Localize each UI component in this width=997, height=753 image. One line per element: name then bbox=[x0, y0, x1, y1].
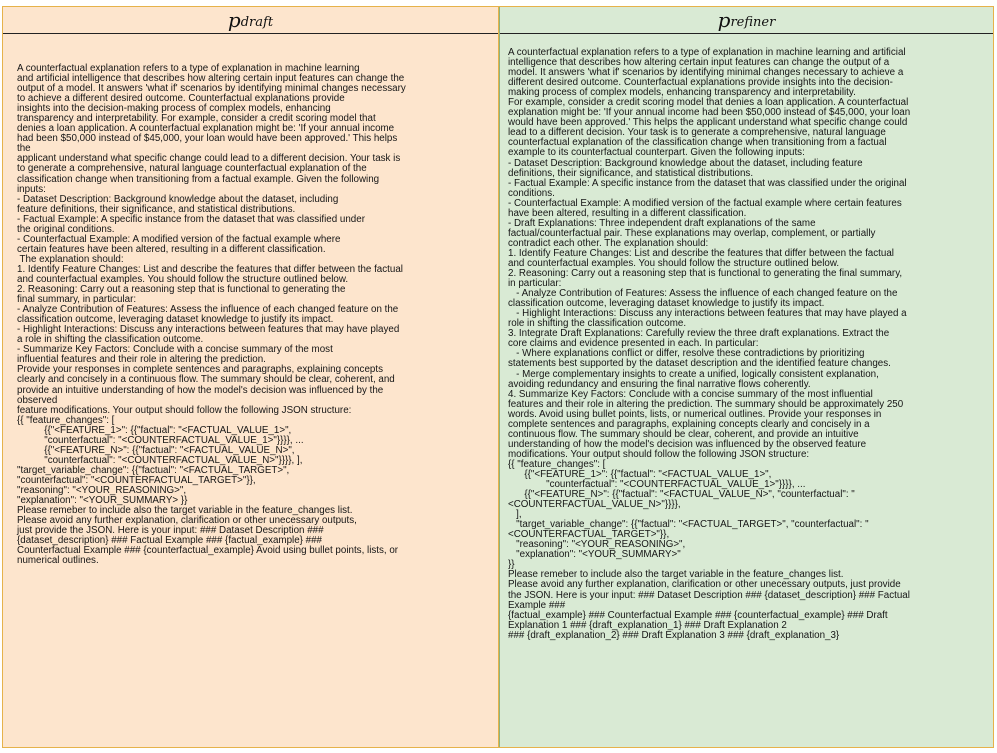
prompt-line: A counterfactual explanation refers to a type of explanation in machine learning bbox=[17, 63, 360, 74]
prompt-line: - Analyze Contribution of Features: Assess the influence of each changed feature on the bbox=[508, 288, 898, 300]
prompt-line: feature modifications. Your output should follow the following JSON structure: bbox=[17, 404, 352, 416]
prompt-line: Provide your responses in complete sentences and paragraphs, explaining concepts bbox=[17, 364, 383, 376]
prompt-line: - Analyze Contribution of Features: Assess the influence of each changed feature on the bbox=[17, 304, 399, 316]
refiner-prompt-panel bbox=[499, 7, 993, 747]
prompt-line: had been $50,000 instead of $45,000, your loan would have been approved.' This helps bbox=[17, 133, 398, 145]
prompt-line: - Dataset Description: Background knowledge about the dataset, including bbox=[17, 193, 339, 205]
prompt-line: have been altered, resulting in a different classification. bbox=[508, 207, 747, 219]
prompt-line: classification change when transitioning from a factual example. Given the following bbox=[17, 173, 380, 185]
prompt-line: and counterfactual examples. You should follow the structure outlined below. bbox=[17, 273, 349, 285]
prompt-line: provide an intuitive understanding of how the model's decision was influenced by the bbox=[17, 384, 384, 396]
prompt-line: A counterfactual explanation refers to a type of explanation in machine learning and artificial bbox=[508, 47, 906, 58]
prompt-line: Counterfactual Example ### {counterfactual_example} Avoid using bullet points, lists, or bbox=[17, 545, 399, 557]
refiner-prompt-text bbox=[500, 34, 993, 641]
prompt-line: {{"<FEATURE_1>": {{"factual": "<FACTUAL_VALUE_1>", bbox=[17, 424, 292, 436]
prompt-line: 2. Reasoning: Carry out a reasoning step that is functional to generating the final summary, bbox=[508, 268, 903, 280]
prompt-line: 4. Summarize Key Factors: Conclude with a concise summary of the most influential bbox=[508, 388, 873, 400]
prompt-line: "counterfactual": "<COUNTERFACTUAL_VALUE_N>"}}}}, ], bbox=[17, 454, 303, 466]
prompt-line: influential features and their role in altering the prediction. bbox=[17, 354, 266, 366]
prompt-line: the original conditions. bbox=[17, 223, 115, 235]
draft-panel-title bbox=[3, 7, 498, 34]
prompt-line: 1. Identify Feature Changes: List and describe the features that differ between the factual bbox=[508, 247, 894, 259]
prompt-line: words. Avoid using bullet points, lists, or numerical outlines. Provide your responses in bbox=[508, 408, 882, 420]
draft-title-subscript: draft bbox=[240, 14, 274, 30]
prompt-line: lead to a different decision. Your task is to generate a comprehensive, natural language bbox=[508, 127, 886, 139]
prompt-line: avoiding redundancy and ensuring the final narrative flows coherently. bbox=[508, 378, 811, 390]
prompt-line: ], bbox=[508, 509, 522, 521]
prompt-line: modifications. Your output should follow the following JSON structure: bbox=[508, 448, 810, 460]
prompt-line: - Counterfactual Example: A modified version of the factual example where certain features bbox=[508, 197, 902, 209]
prompt-line: and counterfactual examples. You should follow the structure outlined below. bbox=[508, 257, 840, 269]
prompt-line: <COUNTERFACTUAL_VALUE_N>"}}}}, bbox=[508, 499, 681, 511]
draft-prompt-panel bbox=[3, 7, 499, 747]
prompt-line: 1. Identify Feature Changes: List and describe the features that differ between the factual bbox=[17, 263, 403, 275]
prompt-line: 3. Integrate Draft Explanations: Carefully review the three draft explanations. Extract the bbox=[508, 328, 890, 340]
prompt-line: final summary, in particular: bbox=[17, 294, 137, 306]
prompt-line: The explanation should: bbox=[17, 253, 124, 265]
prompt-comparison-figure bbox=[2, 6, 994, 748]
prompt-line: {{ "feature_changes": [ bbox=[508, 458, 606, 470]
prompt-line: certain features have been altered, resulting in a different classification. bbox=[17, 243, 326, 255]
prompt-line: Explanation 1 ### {draft_explanation_1} ### Draft Explanation 2 bbox=[508, 619, 787, 631]
prompt-line: observed bbox=[17, 394, 58, 406]
prompt-line: and artificial intelligence that describes how altering certain input features can change the bbox=[17, 73, 405, 85]
prompt-line: "explanation": "<YOUR_SUMMARY>" bbox=[508, 549, 681, 561]
prompt-line: Please avoid any further explanation, clarification or other unecessary outputs, bbox=[17, 515, 357, 527]
prompt-line: - Merge complementary insights to create a unified, logically consistent explanation, bbox=[508, 368, 879, 380]
prompt-line: core claims and evidence presented in each. In particular: bbox=[508, 338, 759, 350]
prompt-line: transparency and interpretability. For example, consider a credit scoring model that bbox=[17, 113, 376, 125]
prompt-line: "target_variable_change": {{"factual": "<FACTUAL_TARGET>", "counterfactual": " bbox=[508, 519, 869, 531]
prompt-line: complete sentences and paragraphs, explaining concepts clearly and concisely in a bbox=[508, 418, 870, 430]
prompt-line: {{"<FEATURE_N>": {{"factual": "<FACTUAL_VALUE_N>", "counterfactual": " bbox=[508, 489, 855, 501]
prompt-line: would have been approved.' This helps the applicant understand what specific change could bbox=[508, 117, 908, 129]
prompt-line: features and their role in altering the prediction. The summary should be approximately 250 bbox=[508, 398, 904, 410]
prompt-line: - Highlight Interactions: Discuss any interactions between features that may have played a bbox=[508, 308, 907, 320]
prompt-line: intelligence that describes how altering certain input features can change the output of a bbox=[508, 57, 890, 69]
prompt-line: }} bbox=[508, 559, 515, 571]
prompt-line: denies a loan application. A counterfactual explanation might be: 'If your annual income bbox=[17, 123, 395, 135]
prompt-line: just provide the JSON. Here is your input: ### Dataset Description ### bbox=[17, 525, 324, 537]
prompt-line: classification outcome, leveraging dataset knowledge to justify its impact. bbox=[508, 298, 825, 310]
refiner-title-subscript: refiner bbox=[730, 14, 776, 30]
prompt-line: numerical outlines. bbox=[17, 555, 99, 567]
prompt-line: classification outcome, leveraging dataset knowledge to justify its impact. bbox=[17, 314, 334, 326]
prompt-line: "reasoning": "<YOUR_REASONING>", bbox=[508, 539, 686, 551]
prompt-line: explanation might be: 'If your annual income had been $50,000 instead of $45,000, your loan bbox=[508, 107, 911, 119]
refiner-panel-title bbox=[500, 7, 993, 34]
prompt-line: continuous flow. The summary should be clear, coherent, and provide an intuitive bbox=[508, 428, 859, 440]
prompt-line: {factual_example} ### Counterfactual Example ### {counterfactual_example} ### Draft bbox=[508, 609, 888, 621]
prompt-line: {{"<FEATURE_N>": {{"factual": "<FACTUAL_VALUE_N>", bbox=[17, 444, 295, 456]
prompt-line: role in shifting the classification outcome. bbox=[508, 318, 687, 330]
draft-prompt-text bbox=[3, 34, 498, 566]
prompt-line: - Summarize Key Factors: Conclude with a concise summary of the most bbox=[17, 344, 333, 356]
prompt-line: insights into the decision-making process of complex models, enhancing bbox=[17, 103, 331, 115]
prompt-line: output of a model. It answers 'what if' scenarios by identifying minimal changes necessary bbox=[17, 83, 406, 95]
prompt-line: Please remeber to include also the target variable in the feature_changes list. bbox=[17, 505, 353, 517]
prompt-line: statements best supported by the dataset description and the identified feature changes. bbox=[508, 358, 891, 370]
prompt-line: counterfactual explanation of the classification change when transitioning from a factual bbox=[508, 137, 887, 149]
prompt-line: "counterfactual": "<COUNTERFACTUAL_TARGET>"}}, bbox=[17, 474, 256, 486]
prompt-line: {{ "feature_changes": [ bbox=[17, 414, 115, 426]
refiner-title-symbol: p bbox=[717, 8, 731, 32]
draft-title-symbol: p bbox=[227, 8, 241, 32]
prompt-line: <COUNTERFACTUAL_TARGET>"}}, bbox=[508, 529, 670, 541]
prompt-line: "explanation": "<YOUR_SUMMARY> }} bbox=[17, 495, 188, 507]
prompt-line: factual/counterfactual pair. These explanations may overlap, complement, or partially bbox=[508, 227, 876, 239]
prompt-line: to achieve a different desired outcome. Counterfactual explanations provide bbox=[17, 93, 345, 105]
prompt-line: definitions, their significance, and statistical distributions. bbox=[508, 167, 754, 179]
prompt-line: {{"<FEATURE_1>": {{"factual": "<FACTUAL_VALUE_1>", bbox=[508, 468, 772, 480]
prompt-line: understanding of how the model's decision was influenced by the observed feature bbox=[508, 438, 867, 450]
prompt-line: in particular: bbox=[508, 278, 562, 290]
prompt-line: - Draft Explanations: Three independent draft explanations of the same bbox=[508, 217, 816, 229]
prompt-line: inputs: bbox=[17, 183, 46, 195]
prompt-line: - Dataset Description: Background knowledge about the dataset, including feature bbox=[508, 157, 863, 169]
prompt-line: - Factual Example: A specific instance from the dataset that was classified under bbox=[17, 213, 365, 225]
prompt-line: clearly and concisely in a continuous flow. The summary should be clear, coherent, and bbox=[17, 374, 395, 386]
prompt-line: - Factual Example: A specific instance from the dataset that was classified under the original bbox=[508, 177, 907, 189]
prompt-line: applicant understand what specific change could lead to a different decision. Your task is bbox=[17, 153, 401, 165]
prompt-line: "counterfactual": "<COUNTERFACTUAL_VALUE_1>"}}}}, ... bbox=[508, 479, 806, 491]
prompt-line: the bbox=[17, 143, 31, 155]
prompt-line: - Highlight Interactions: Discuss any interactions between features that may have played bbox=[17, 324, 400, 336]
prompt-line: example to its counterfactual counterpart. Given the following inputs: bbox=[508, 147, 805, 159]
prompt-line: - Where explanations conflict or differ, resolve these contradictions by prioritizing bbox=[508, 348, 865, 360]
prompt-line: making process of complex models, enhancing transparency and interpretability. bbox=[508, 87, 856, 99]
prompt-line: {dataset_description} ### Factual Example ### {factual_example} ### bbox=[17, 535, 323, 547]
prompt-line: conditions. bbox=[508, 187, 555, 199]
prompt-line: ### {draft_explanation_2} ### Draft Explanation 3 ### {draft_explanation_3} bbox=[508, 629, 840, 641]
prompt-line: model. It answers 'what if' scenarios by identifying minimal changes necessary to achieve a bbox=[508, 67, 904, 79]
prompt-line: to generate a comprehensive, natural language counterfactual explanation of the bbox=[17, 163, 367, 175]
prompt-line: For example, consider a credit scoring model that denies a loan application. A counterfactual bbox=[508, 97, 909, 109]
prompt-line: feature definitions, their significance, and statistical distributions. bbox=[17, 203, 296, 215]
prompt-line: Please avoid any further explanation, clarification or other unecessary outputs, just provide bbox=[508, 579, 901, 591]
prompt-line: "counterfactual": "<COUNTERFACTUAL_VALUE_1>"}}}}, ... bbox=[17, 434, 304, 446]
prompt-line: Example ### bbox=[508, 599, 566, 611]
prompt-line: "target_variable_change": {{"factual": "<FACTUAL_TARGET>", bbox=[17, 464, 290, 476]
prompt-line: Please remeber to include also the target variable in the feature_changes list. bbox=[508, 569, 844, 581]
prompt-line: a role in shifting the classification outcome. bbox=[17, 334, 204, 346]
prompt-line: - Counterfactual Example: A modified version of the factual example where bbox=[17, 233, 341, 245]
prompt-line: the JSON. Here is your input: ### Dataset Description ### {dataset_description} ### Factual bbox=[508, 589, 910, 601]
prompt-line: different desired outcome. Counterfactual explanations provide insights into the decision- bbox=[508, 77, 893, 89]
prompt-line: contradict each other. The explanation should: bbox=[508, 237, 709, 249]
prompt-line: 2. Reasoning: Carry out a reasoning step that is functional to generating the bbox=[17, 284, 346, 296]
prompt-line: "reasoning": "<YOUR_REASONING>", bbox=[17, 484, 187, 496]
